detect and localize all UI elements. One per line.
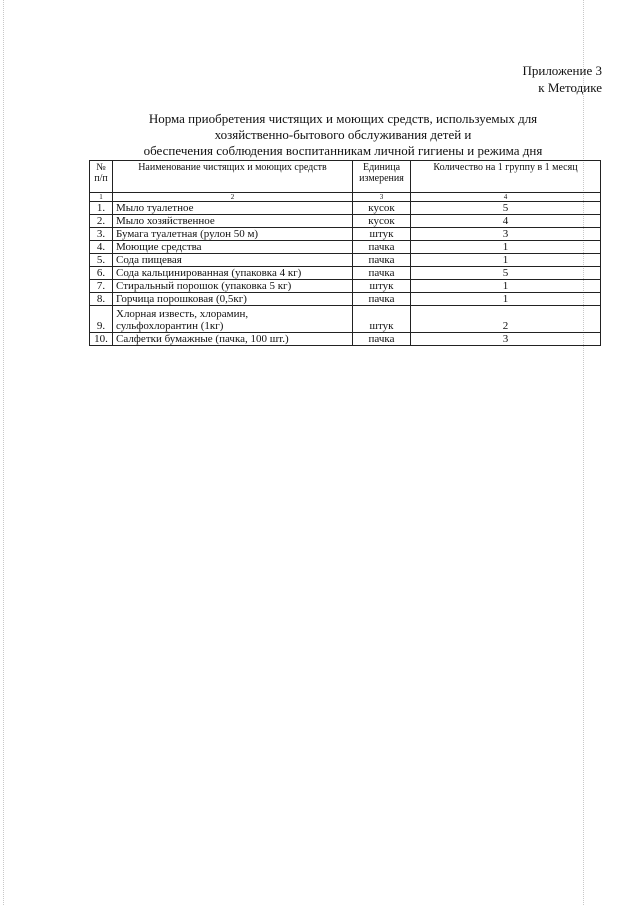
item-unit: штук bbox=[353, 228, 411, 241]
header-unit: Единица измерения bbox=[353, 161, 411, 193]
table-header-row bbox=[90, 161, 601, 193]
title-line-2: хозяйственно-бытового обслуживания детей и bbox=[214, 127, 472, 142]
scan-margin-left bbox=[3, 0, 4, 905]
row-number: 6. bbox=[90, 267, 113, 280]
row-number: 7. bbox=[90, 280, 113, 293]
table-row bbox=[90, 267, 601, 280]
item-unit: пачка bbox=[353, 333, 411, 346]
item-unit: кусок bbox=[353, 215, 411, 228]
item-quantity: 3 bbox=[411, 333, 601, 346]
row-number: 1. bbox=[90, 202, 113, 215]
item-quantity: 1 bbox=[411, 254, 601, 267]
item-quantity: 1 bbox=[411, 293, 601, 306]
row-number: 4. bbox=[90, 241, 113, 254]
item-unit: пачка bbox=[353, 267, 411, 280]
column-index: 1 bbox=[90, 193, 113, 202]
row-number: 8. bbox=[90, 293, 113, 306]
table-row bbox=[90, 228, 601, 241]
title-line-3: обеспечения соблюдения воспитанникам личной гигиены и режима дня bbox=[143, 143, 543, 158]
item-unit: штук bbox=[353, 280, 411, 293]
header-name: Наименование чистящих и моющих средств bbox=[113, 161, 353, 193]
table-row bbox=[90, 202, 601, 215]
table-row bbox=[90, 215, 601, 228]
item-name: Салфетки бумажные (пачка, 100 шт.) bbox=[113, 333, 353, 346]
header-quantity: Количество на 1 группу в 1 месяц bbox=[411, 161, 601, 193]
column-index: 4 bbox=[411, 193, 601, 202]
item-name-line-1: Хлорная известь, хлорамин, bbox=[116, 308, 249, 320]
item-unit: пачка bbox=[353, 254, 411, 267]
table-row bbox=[90, 241, 601, 254]
appendix-number: Приложение 3 bbox=[522, 63, 602, 78]
table-row bbox=[90, 293, 601, 306]
appendix-header bbox=[522, 62, 602, 96]
norms-table bbox=[89, 160, 601, 346]
row-number: 5. bbox=[90, 254, 113, 267]
appendix-reference: к Методике bbox=[538, 80, 602, 95]
column-index: 3 bbox=[353, 193, 411, 202]
item-quantity: 5 bbox=[411, 202, 601, 215]
item-quantity: 4 bbox=[411, 215, 601, 228]
row-number: 9. bbox=[90, 306, 113, 333]
row-number: 3. bbox=[90, 228, 113, 241]
item-name bbox=[113, 306, 353, 333]
item-quantity: 5 bbox=[411, 267, 601, 280]
row-number: 2. bbox=[90, 215, 113, 228]
column-index-row bbox=[90, 193, 601, 202]
title-line-1: Норма приобретения чистящих и моющих средств, используемых для bbox=[148, 111, 538, 126]
table-row bbox=[90, 254, 601, 267]
item-quantity: 2 bbox=[411, 306, 601, 333]
table-row bbox=[90, 306, 601, 333]
item-unit: пачка bbox=[353, 293, 411, 306]
item-name: Горчица порошковая (0,5кг) bbox=[113, 293, 353, 306]
item-unit: кусок bbox=[353, 202, 411, 215]
item-unit: пачка bbox=[353, 241, 411, 254]
row-number: 10. bbox=[90, 333, 113, 346]
item-quantity: 1 bbox=[411, 241, 601, 254]
item-name: Бумага туалетная (рулон 50 м) bbox=[113, 228, 353, 241]
item-name: Сода кальцинированная (упаковка 4 кг) bbox=[113, 267, 353, 280]
item-name: Сода пищевая bbox=[113, 254, 353, 267]
item-name: Стиральный порошок (упаковка 5 кг) bbox=[113, 280, 353, 293]
item-name: Моющие средства bbox=[113, 241, 353, 254]
item-name-line-2: сульфохлорантин (1кг) bbox=[116, 320, 224, 332]
item-unit: штук bbox=[353, 306, 411, 333]
item-name: Мыло туалетное bbox=[113, 202, 353, 215]
table-row bbox=[90, 280, 601, 293]
item-quantity: 1 bbox=[411, 280, 601, 293]
document-title bbox=[88, 111, 598, 159]
item-quantity: 3 bbox=[411, 228, 601, 241]
header-number: № п/п bbox=[90, 161, 113, 193]
item-name: Мыло хозяйственное bbox=[113, 215, 353, 228]
column-index: 2 bbox=[113, 193, 353, 202]
table-row bbox=[90, 333, 601, 346]
